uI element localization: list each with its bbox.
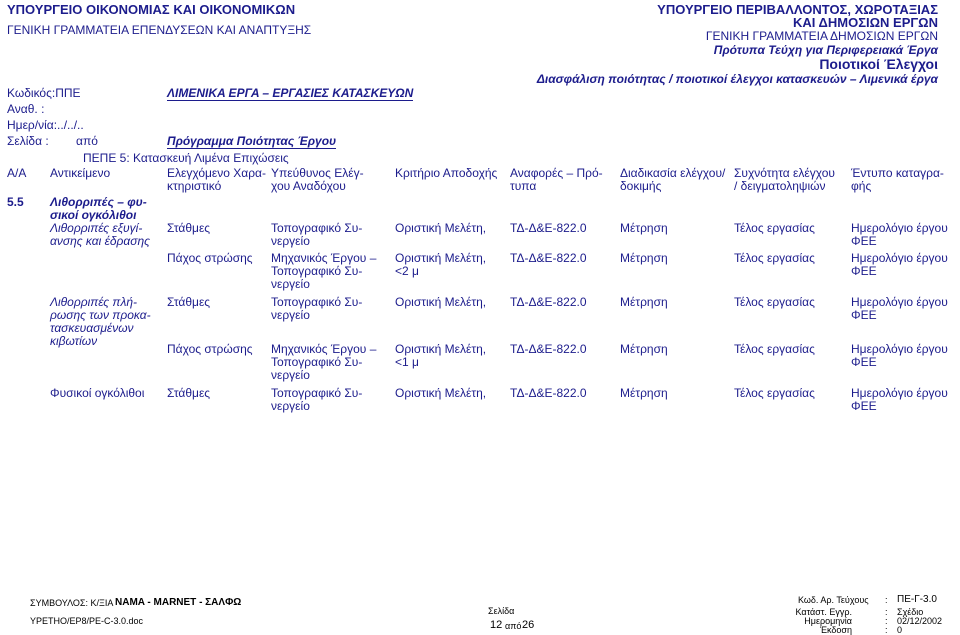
footer-page-total: 26 [522, 619, 535, 631]
page-of-label: από [76, 134, 98, 148]
row-responsible: Μηχανικός Έργου – Τοπογραφικό Συ- νεργείο [271, 342, 377, 382]
header-criterion: Κριτήριο Αποδοχής [395, 166, 498, 180]
footer-page-label: Σελίδα [488, 606, 515, 616]
row-frequency: Τέλος εργασίας [734, 386, 815, 400]
ministry-right-title: ΥΠΟΥΡΓΕΙΟ ΠΕΡΙΒΑΛΛΟΝΤΟΣ, ΧΩΡΟΤΑΞΙΑΣ [657, 2, 938, 17]
state-colon: : [885, 607, 888, 617]
row-frequency: Τέλος εργασίας [734, 221, 815, 235]
row-responsible: Μηχανικός Έργου – Τοπογραφικό Συ- νεργείο [271, 251, 377, 291]
revision-label: Αναθ. : [7, 102, 45, 116]
consultant-label: ΣΥΜΒΟΥΛΟΣ: Κ/ΞΙΑ [30, 598, 114, 608]
row-object: Φυσικοί ογκόλιθοι [50, 386, 145, 400]
section-name: Λιθορριπές – φυ- σικοί ογκόλιθοι [50, 195, 147, 222]
code-label-footer: Κωδ. Αρ. Τεύχους [798, 595, 869, 605]
ministry-left-title: ΥΠΟΥΡΓΕΙΟ ΟΙΚΟΝΟΜΙΑΣ ΚΑΙ ΟΙΚΟΝΟΜΙΚΩΝ [7, 2, 296, 17]
row-procedure: Μέτρηση [620, 386, 668, 400]
row-frequency: Τέλος εργασίας [734, 251, 815, 265]
code-value: ΠΕ-Γ-3.0 [897, 594, 937, 605]
row-responsible: Τοπογραφικό Συ- νεργείο [271, 221, 363, 248]
date-value: 02/12/2002 [897, 616, 943, 626]
edition-colon: : [885, 625, 888, 635]
section-number: 5.5 [7, 195, 24, 209]
row-form: Ημερολόγιο έργου ΦΕΕ [851, 221, 948, 248]
state-value: Σχέδιο [897, 607, 924, 617]
edition-label: Έκδοση [819, 625, 852, 635]
row-characteristic: Στάθμες [167, 386, 211, 400]
date-colon: : [885, 616, 888, 626]
row-object: Λιθορριπές πλή- ρωσης των προκα- τασκευασμένων κιβωτίων [50, 295, 151, 348]
row-form: Ημερολόγιο έργου ΦΕΕ [851, 342, 948, 369]
series-title: Πρότυπα Τεύχη για Περιφερειακά Έργα [713, 43, 938, 57]
consultant-name: NAMA - MARNET - ΣΑΛΦΩ [115, 597, 242, 608]
row-form: Ημερολόγιο έργου ΦΕΕ [851, 295, 948, 322]
code-label: Κωδικός:ΠΠΕ [7, 86, 81, 100]
row-characteristic: Πάχος στρώσης [167, 342, 253, 356]
row-characteristic: Πάχος στρώσης [167, 251, 253, 265]
row-frequency: Τέλος εργασίας [734, 342, 815, 356]
row-responsible: Τοπογραφικό Συ- νεργείο [271, 386, 363, 413]
header-responsible: Υπεύθυνος Ελέγ- χου Αναδόχου [271, 166, 364, 193]
header-references: Αναφορές – Πρό- τυπα [510, 166, 603, 193]
row-criterion: Οριστική Μελέτη, <2 μ [395, 251, 487, 278]
code-colon: : [885, 595, 888, 605]
document-subtitle: Διασφάλιση ποιότητας / ποιοτικοί έλεγχοι κατασκευών – Λιμενικά έργα [536, 72, 938, 86]
header-frequency: Συχνότητα ελέγχου / δειγματοληψιών [734, 166, 835, 193]
row-criterion: Οριστική Μελέτη, [395, 221, 487, 235]
row-procedure: Μέτρηση [620, 342, 668, 356]
row-frequency: Τέλος εργασίας [734, 295, 815, 309]
header-characteristic: Ελεγχόμενο Χαρα- κτηριστικό [167, 166, 266, 193]
row-object: Λιθορριπές εξυγί- ανσης και έδρασης [50, 221, 151, 248]
header-object: Αντικείμενο [50, 166, 111, 180]
row-references: ΤΔ-Δ&Ε-822.0 [510, 386, 587, 400]
row-responsible: Τοπογραφικό Συ- νεργείο [271, 295, 363, 322]
row-references: ΤΔ-Δ&Ε-822.0 [510, 221, 587, 235]
page-label: Σελίδα : [7, 134, 49, 148]
ministry-left-subtitle: ΓΕΝΙΚΗ ΓΡΑΜΜΑΤΕΙΑ ΕΠΕΝΔΥΣΕΩΝ ΚΑΙ ΑΝΑΠΤΥΞΗΣ [7, 23, 312, 37]
row-references: ΤΔ-Δ&Ε-822.0 [510, 295, 587, 309]
header-procedure: Διαδικασία ελέγχου/ δοκιμής [620, 166, 726, 193]
row-characteristic: Στάθμες [167, 221, 211, 235]
row-procedure: Μέτρηση [620, 221, 668, 235]
date-label: Ημερ/νία:../../.. [7, 118, 84, 132]
header-aa: Α/Α [7, 166, 27, 180]
row-form: Ημερολόγιο έργου ΦΕΕ [851, 251, 948, 278]
row-characteristic: Στάθμες [167, 295, 211, 309]
ministry-right-title-2: ΚΑΙ ΔΗΜΟΣΙΩΝ ΕΡΓΩΝ [793, 15, 938, 30]
row-criterion: Οριστική Μελέτη, [395, 386, 487, 400]
row-criterion: Οριστική Μελέτη, [395, 295, 487, 309]
edition-value: 0 [897, 625, 903, 635]
row-criterion: Οριστική Μελέτη, <1 μ [395, 342, 487, 369]
section-title: ΠΕΠΕ 5: Κατασκευή Λιμένα Επιχώσεις [83, 151, 289, 165]
document-title: Ποιοτικοί Έλεγχοι [819, 56, 938, 72]
row-references: ΤΔ-Δ&Ε-822.0 [510, 251, 587, 265]
row-procedure: Μέτρηση [620, 251, 668, 265]
header-form: Έντυπο καταγρα- φής [851, 166, 944, 193]
works-title: ΛΙΜΕΝΙΚΑ ΕΡΓΑ – ΕΡΓΑΣΙΕΣ ΚΑΤΑΣΚΕΥΩΝ [167, 86, 414, 100]
ministry-right-subtitle: ΓΕΝΙΚΗ ΓΡΑΜΜΑΤΕΙΑ ΔΗΜΟΣΙΩΝ ΕΡΓΩΝ [705, 29, 938, 43]
row-procedure: Μέτρηση [620, 295, 668, 309]
date-label-footer: Ημερομηνία [804, 616, 852, 626]
row-form: Ημερολόγιο έργου ΦΕΕ [851, 386, 948, 413]
program-title: Πρόγραμμα Ποιότητας Έργου [167, 134, 337, 148]
row-references: ΤΔ-Δ&Ε-822.0 [510, 342, 587, 356]
footer-page-number: 12 [490, 619, 503, 631]
file-reference: ΥΡΕΤΗΟ/ΕΡ8/ΡΕ-C-3.0.doc [30, 616, 144, 626]
state-label: Κατάστ. Εγγρ. [795, 607, 852, 617]
footer-page-of: από [505, 621, 522, 631]
